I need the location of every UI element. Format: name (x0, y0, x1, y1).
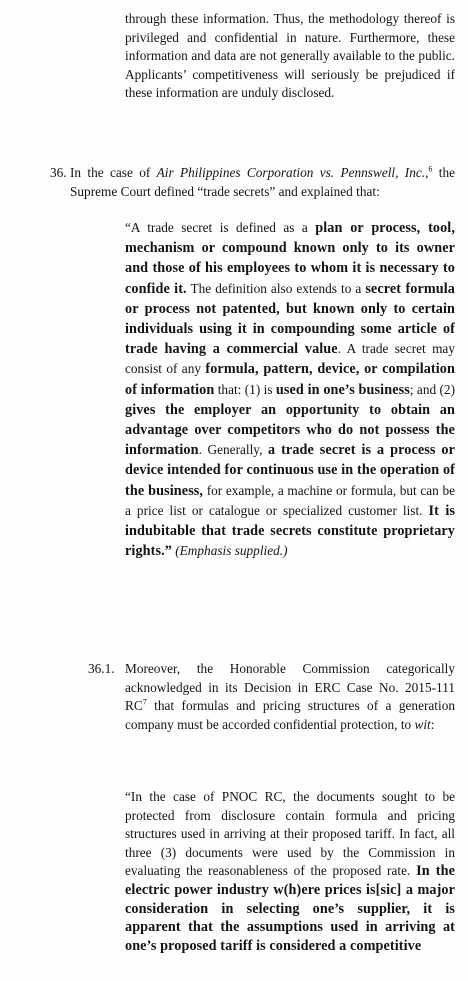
paragraph-36-part1: In the case of (70, 165, 157, 180)
quoted-text-continued (125, 10, 455, 103)
paragraph-36-part2: the Supreme Court defined “trade secrets” and explained that: (70, 165, 455, 199)
trade-secret-quote-text (125, 218, 455, 561)
paragraph-number-36-1: 36.1. (88, 661, 115, 676)
footnote-marker-6: 6 (428, 164, 433, 174)
quote1-segment: The definition also extends to a (186, 280, 366, 296)
wit-italic: wit (414, 716, 431, 732)
paragraph-36-1 (125, 660, 455, 734)
paragraph-36-comma: , (425, 165, 429, 180)
quote-paragraph: through these information. Thus, the methodology thereof is privileged and confidential in nature. Furthermore, these information and data are not generally available to the public. Applicants’ competitiveness will seriously be prejudiced if these information are unduly disclosed. (125, 11, 455, 101)
paragraph-36-1-part1: Moreover, the Honorable Commission categorically acknowledged in its Decision in ERC Case No. 2015-111 RC (125, 661, 455, 714)
quote1-segment: used in one’s business (275, 381, 410, 398)
quote1-segment: formula, pattern, device, or compilation of information (125, 361, 455, 398)
quote1-segment: . Generally, (198, 442, 268, 458)
quote1-segment: gives the employer an opportunity to obtain an advantage over competitors who do not possess the information (125, 401, 455, 459)
pnoc-quote (125, 788, 455, 955)
quote1-segment: . A trade secret may consist of any (125, 341, 455, 377)
quote1-segment: ; and (2) (409, 381, 456, 397)
quote1-segment: that: (1) is (214, 381, 276, 397)
quote1-segment: (Emphasis supplied.) (175, 543, 288, 559)
pnoc-quote-text (125, 788, 455, 955)
paragraph-number-36: 36. (50, 165, 67, 180)
paragraph-36-text (70, 164, 455, 201)
paragraph-36-1-part2: that formulas and pricing structures of a generation company must be accorded confidential protection, to (125, 698, 455, 732)
paragraph-36-1-text (125, 660, 455, 734)
trade-secret-quote (125, 218, 455, 561)
quote1-segment: secret formula or process not patented, but known only to certain individuals using it in compounding some article of trade having a commercial value (125, 280, 455, 358)
paragraph-36-1-colon: : (430, 716, 435, 732)
quote1-segment: for example, a machine or formula, but can be a price list or catalogue or specialized customer list. (125, 482, 456, 518)
quote1-segment: plan or process, tool, mechanism or compound known only to its owner and those of his employees to whom it is necessary to confide it. (125, 220, 455, 297)
paragraph-36 (70, 164, 455, 201)
quote1-segment: It is indubitable that trade secrets constitute proprietary rights.” (125, 502, 455, 560)
quote2-segment: “In the case of PNOC RC, the documents sought to be protected from disclosure contain formula and pricing structures used in arriving at their proposed tariff. In fact, all three (3) documents were used by the Commission in evaluating the reasonableness of the proposed rate. (125, 789, 455, 879)
quote1-segment: “A trade secret is defined as a (125, 220, 316, 235)
quote2-segment: In the electric power industry w(h)ere prices is[sic] a major consideration in selecting one’s supplier, it is apparent that the assumptions used in arriving at one’s proposed tariff is considered a competitive (125, 863, 455, 954)
case-name: Air Philippines Corporation vs. Pennswell, Inc. (156, 165, 426, 180)
quote1-segment: a trade secret is a process or device intended for continuous use in the operation of the business, (125, 442, 455, 499)
footnote-marker-7: 7 (142, 697, 147, 707)
